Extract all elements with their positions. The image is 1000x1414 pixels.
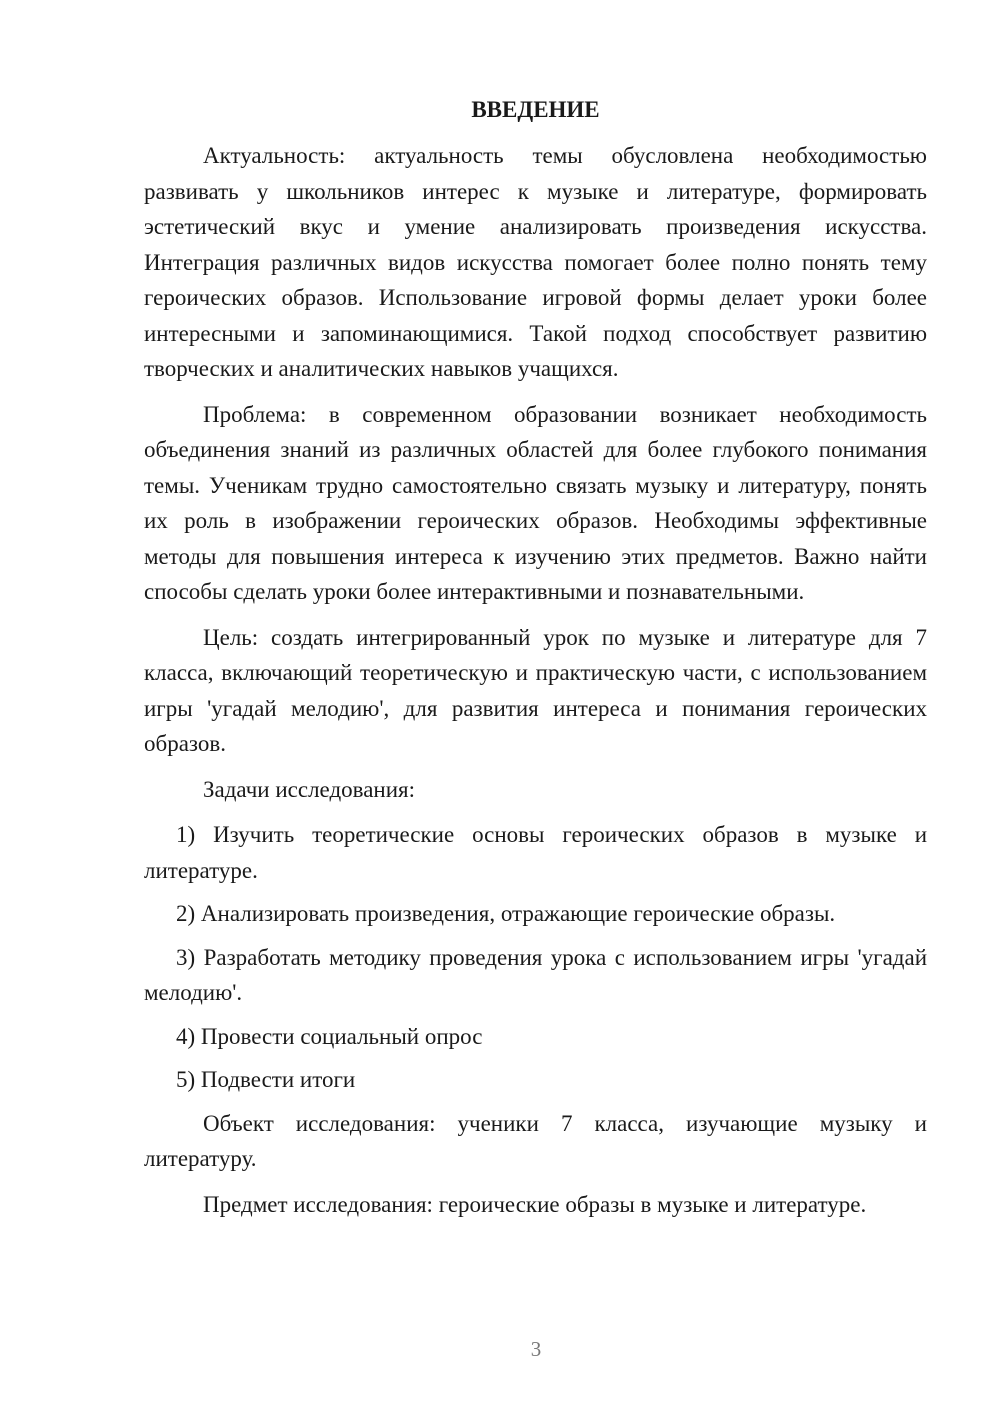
research-subject-paragraph: Предмет исследования: героические образы в музыке и литературе. <box>203 1191 867 1217</box>
task-item: 4) Провести социальный опрос <box>176 1023 483 1049</box>
page-content <box>144 94 927 1232</box>
task-item: 3) Разработать методику проведения урока с использованием игры 'угадай мелодию'. <box>144 944 927 1005</box>
page-number: 3 <box>530 1337 542 1361</box>
task-item: 1) Изучить теоретические основы героических образов в музыке и литературе. <box>144 822 927 883</box>
research-object-paragraph: Объект исследования: ученики 7 класса, изучающие музыку и литературу. <box>144 1110 927 1171</box>
task-item: 5) Подвести итоги <box>176 1067 356 1092</box>
section-title: ВВЕДЕНИЕ <box>471 97 600 122</box>
tasks-heading: Задачи исследования: <box>203 776 416 802</box>
task-item: 2) Анализировать произведения, отражающие героические образы. <box>176 901 836 926</box>
problem-paragraph: Проблема: в современном образовании возникает необходимость объединения знаний из различных областей для более глубокого понимания темы. Ученикам трудно самостоятельно связать музыку и литературу, понять их роль в изображении героических образов. Необходимы эффективные методы для повышения интереса к изучению этих предметов. Важно найти способы сделать уроки более интерактивными и познавательными. <box>144 401 927 604</box>
actuality-paragraph: Актуальность: актуальность темы обусловлена необходимостью развивать у школьников интерес к музыке и литературе, формировать эстетический вкус и умение анализировать произведения искусства. Интеграция различных видов искусства помогает более полно понять тему героических образов. Использование игровой формы делает уроки более интересными и запоминающимися. Такой подход способствует развитию творческих и аналитических навыков учащихся. <box>144 143 927 381</box>
goal-paragraph: Цель: создать интегрированный урок по музыке и литературе для 7 класса, включающий теоретическую и практическую части, с использованием игры 'угадай мелодию', для развития интереса и понимания героических образов. <box>144 624 927 756</box>
